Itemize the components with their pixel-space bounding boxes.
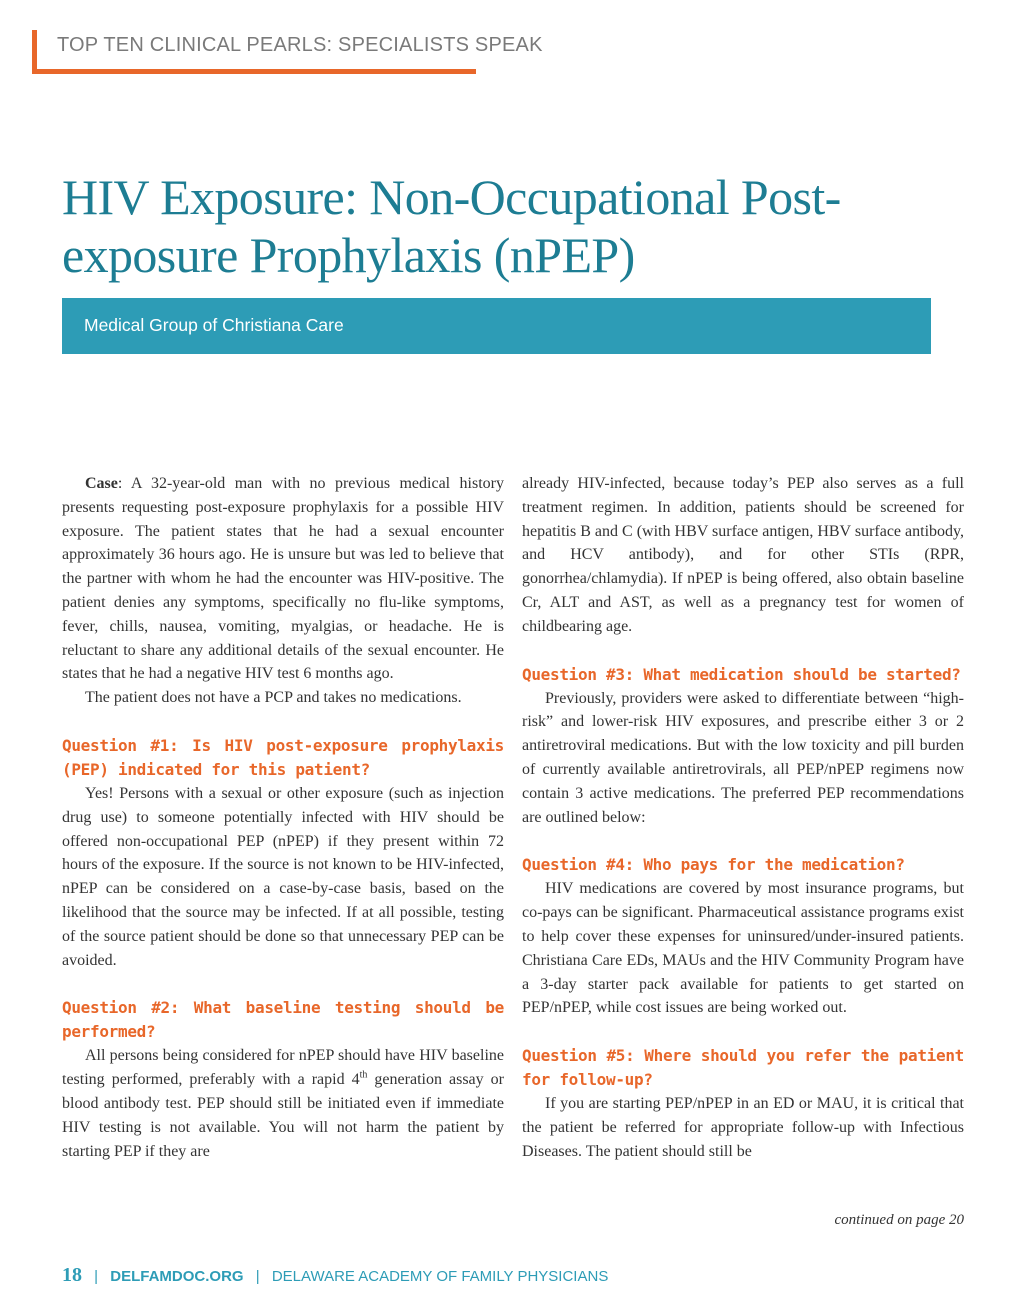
case-label: Case	[85, 475, 118, 492]
question-5-answer: If you are starting PEP/nPEP in an ED or MAU, it is critical that the patient be referred for appropriate follow-up with Infectious Diseases. The patient should still be	[522, 1095, 964, 1160]
case-paragraph	[62, 472, 504, 686]
byline: Medical Group of Christiana Care	[84, 315, 344, 335]
section-tag-label: TOP TEN CLINICAL PEARLS: SPECIALISTS SPEAK	[57, 34, 543, 56]
case-paragraph-2: The patient does not have a PCP and takes no medications.	[85, 689, 462, 707]
question-2-answer-continued: already HIV-infected, because today’s PEP also serves as a full treatment regimen. In addition, patients should be screened for hepatitis B and C (with HBV surface antigen, HBV surface antibody, and HCV antibody), and for other STIs (RPR, gonorrhea/chlamydia). If nPEP is being offered, also obtain baseline Cr, ALT and AST, as well as a pregnancy test for women of childbearing age.	[522, 475, 964, 635]
footer-organization: DELAWARE ACADEMY OF FAMILY PHYSICIANS	[271, 1268, 609, 1285]
page-number: 18	[62, 1264, 82, 1286]
footer-site-link[interactable]: DELFAMDOC.ORG	[110, 1268, 244, 1285]
question-2-answer	[62, 1044, 504, 1163]
column-left	[62, 472, 504, 1163]
case-text: : A 32-year-old man with no previous medical history presents requesting post-exposure prophylaxis for a possible HIV exposure. The patient states that he had a sexual encounter approximately 36 hours ago. He is unsure but was led to believe that the partner with whom he had the encounter was HIV-positive. The patient denies any symptoms, specifically no flu-like symptoms, fever, chills, nausea, vomiting, myalgias, or headache. He is reluctant to share any additional details of the sexual encounter. He states that he had a negative HIV test 6 months ago.	[62, 475, 504, 683]
section-tag	[32, 30, 543, 74]
question-1-answer: Yes! Persons with a sexual or other exposure (such as injection drug use) to someone potentially infected with HIV should be offered non-occupational PEP (nPEP) if they present within 72 hours of the exposure. If the source is not known to be HIV-infected, nPEP can be considered on a case-by-case basis, based on the likelihood that the source may be infected. If at all possible, testing of the source patient should be done so that unnecessary PEP can be avoided.	[62, 784, 504, 969]
question-2-heading: Question #2: What baseline testing should be performed?	[62, 998, 504, 1042]
footer-separator: |	[94, 1268, 99, 1285]
question-2-text-a: All persons being considered for nPEP should have HIV baseline testing performed, preferably with a rapid 4	[62, 1047, 504, 1089]
question-3-answer: Previously, providers were asked to differentiate between “high-risk” and lower-risk HIV exposures, and prescribe either 3 or 2 antiretroviral medications. But with the low toxicity and pill burden of currently available antiretrovirals, all PEP/nPEP regimens now contain 3 active medications. The preferred PEP recommendations are outlined below:	[522, 689, 964, 826]
question-1-heading: Question #1: Is HIV post-exposure prophylaxis (PEP) indicated for this patient?	[62, 735, 504, 779]
question-5-heading: Question #5: Where should you refer the patient for follow-up?	[522, 1046, 964, 1090]
continued-note: continued on page 20	[834, 1212, 964, 1228]
superscript: th	[359, 1069, 368, 1081]
footer-separator-2: |	[255, 1268, 260, 1285]
column-right	[522, 472, 964, 1164]
question-3-heading: Question #3: What medication should be started?	[522, 664, 961, 684]
article-title: HIV Exposure: Non-Occupational Post-exposure Prophylaxis (nPEP)	[62, 169, 841, 283]
page-footer	[62, 1264, 608, 1287]
question-2-text-b: generation assay or blood antibody test. PEP should still be initiated even if immediate HIV testing is not available. You will not harm the patient by starting PEP if they are	[62, 1071, 504, 1160]
question-4-heading: Question #4: Who pays for the medication?	[522, 855, 905, 875]
byline-band	[62, 298, 931, 354]
question-4-answer: HIV medications are covered by most insurance programs, but co-pays can be significant. Pharmaceutical assistance programs exist to help cover these expenses for uninsured/under-insured patients. Christiana Care EDs, MAUs and the HIV Community Program have a 3-day starter pack available for patients to get started on PEP/nPEP, while cost issues are being worked out.	[522, 880, 964, 1017]
